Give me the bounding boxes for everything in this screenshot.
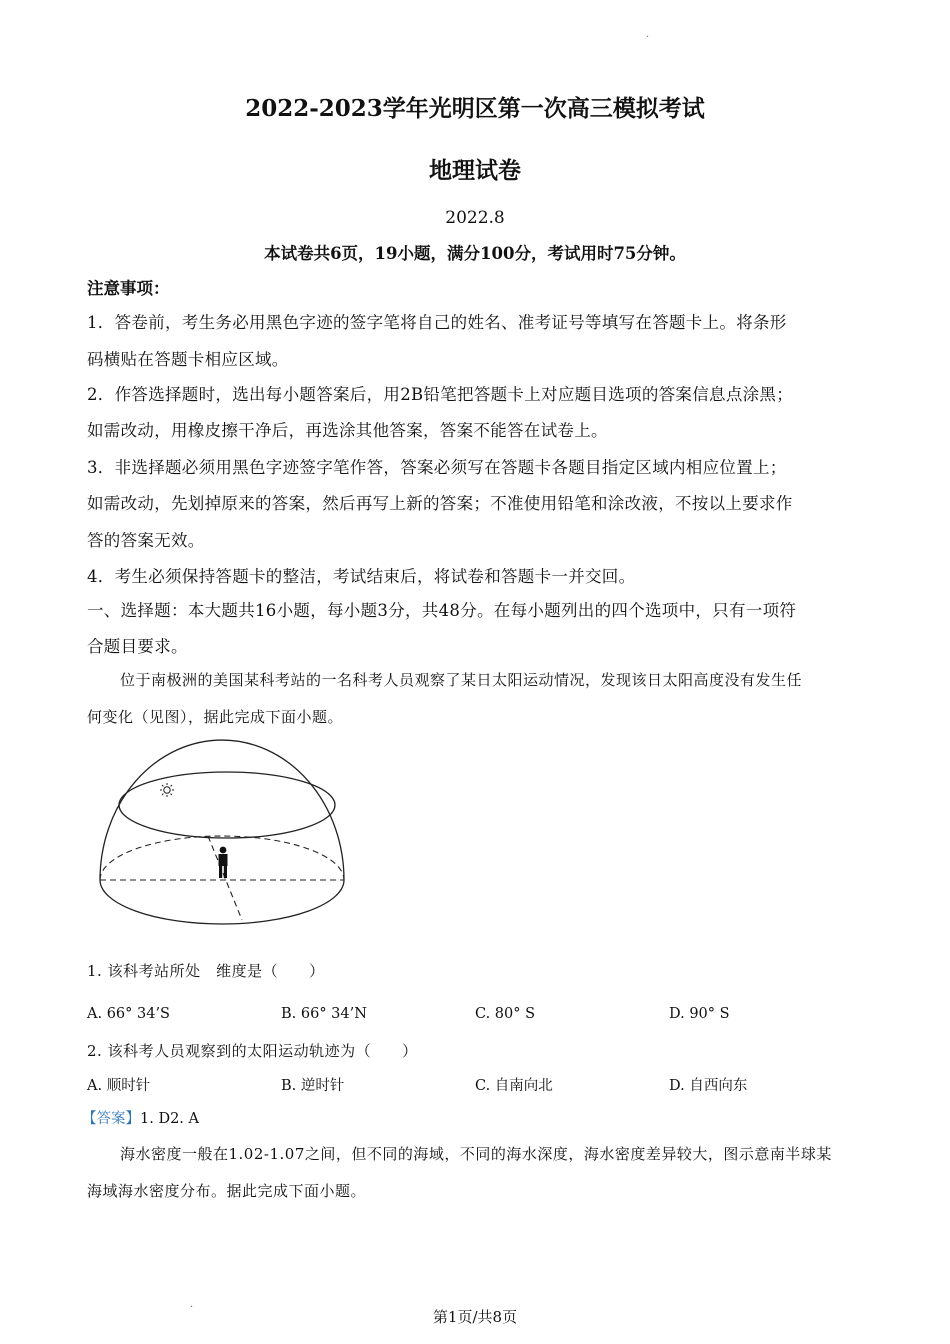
question-2-stem: 2. 该科考人员观察到的太阳运动轨迹为（ ） <box>87 1042 418 1060</box>
exam-subject: 地理试卷 <box>429 157 521 184</box>
answer-text: 1. D2. A <box>140 1111 199 1127</box>
notice-line: 4．考生必须保持答题卡的整洁，考试结束后，将试卷和答题卡一并交回。 <box>87 567 636 586</box>
top-mark: · <box>646 32 650 43</box>
passage-line: 何变化（见图），据此完成下面小题。 <box>87 708 344 726</box>
q1-option-b: B. 66° 34’N <box>281 1006 367 1022</box>
q2-option-b: B. 逆时针 <box>281 1078 345 1094</box>
notice-line: 答的答案无效。 <box>87 531 205 550</box>
passage-line: 海域海水密度分布。据此完成下面小题。 <box>87 1182 367 1200</box>
notice-line: 码横贴在答题卡相应区域。 <box>87 350 289 369</box>
passage-line: 海水密度一般在1.02-1.07之间，但不同的海域，不同的海水深度，海水密度差异较大，图示意南半球某 <box>120 1145 832 1163</box>
q2-option-c: C. 自南向北 <box>475 1078 553 1094</box>
notice-heading: 注意事项： <box>87 279 170 298</box>
q1-option-d: D. 90° S <box>669 1006 730 1022</box>
q2-option-d: D. 自西向东 <box>669 1078 748 1094</box>
question-1-stem: 1. 该科考站所处 维度是（ ） <box>87 962 325 980</box>
passage-line: 位于南极洲的美国某科考站的一名科考人员观察了某日太阳运动情况，发现该日太阳高度没有发生任 <box>120 671 803 689</box>
page-footer: 第1页/共8页 <box>432 1308 518 1326</box>
notice-line: 2．作答选择题时，选出每小题答案后，用2B铅笔把答题卡上对应题目选项的答案信息点涂黑； <box>87 385 794 404</box>
q2-option-a: A. 顺时针 <box>87 1078 151 1094</box>
section-heading: 一、选择题：本大题共16小题，每小题3分，共48分。在每小题列出的四个选项中，只有一项符 <box>87 601 797 620</box>
sun-path-ellipse <box>119 772 335 838</box>
section-heading: 合题目要求。 <box>87 637 188 656</box>
q1-option-c: C. 80° S <box>475 1006 536 1022</box>
exam-date: 2022.8 <box>445 208 505 228</box>
notice-line: 如需改动，先划掉原来的答案，然后再写上新的答案；不准使用铅笔和涂改液，不按以上要求作 <box>87 494 793 513</box>
notice-line: 3．非选择题必须用黑色字迹签字笔作答，答案必须写在答题卡各题目指定区域内相应位置上； <box>87 458 787 477</box>
sun-path-diagram <box>90 730 370 930</box>
answer-line <box>82 1107 199 1128</box>
horizon-front <box>100 880 344 924</box>
exam-info: 本试卷共6页，19小题，满分100分，考试用时75分钟。 <box>264 244 686 263</box>
q1-option-a: A. 66° 34’S <box>87 1006 170 1022</box>
sun-icon <box>160 783 174 797</box>
bottom-mark: · <box>190 1302 194 1313</box>
notice-line: 如需改动，用橡皮擦干净后，再选涂其他答案，答案不能答在试卷上。 <box>87 421 608 440</box>
answer-label: 【答案】 <box>82 1111 140 1127</box>
notice-line: 1．答卷前，考生务必用黑色字迹的签字笔将自己的姓名、准考证号等填写在答题卡上。将条形 <box>87 313 787 332</box>
exam-title: 2022-2023学年光明区第一次高三模拟考试 <box>245 95 705 122</box>
